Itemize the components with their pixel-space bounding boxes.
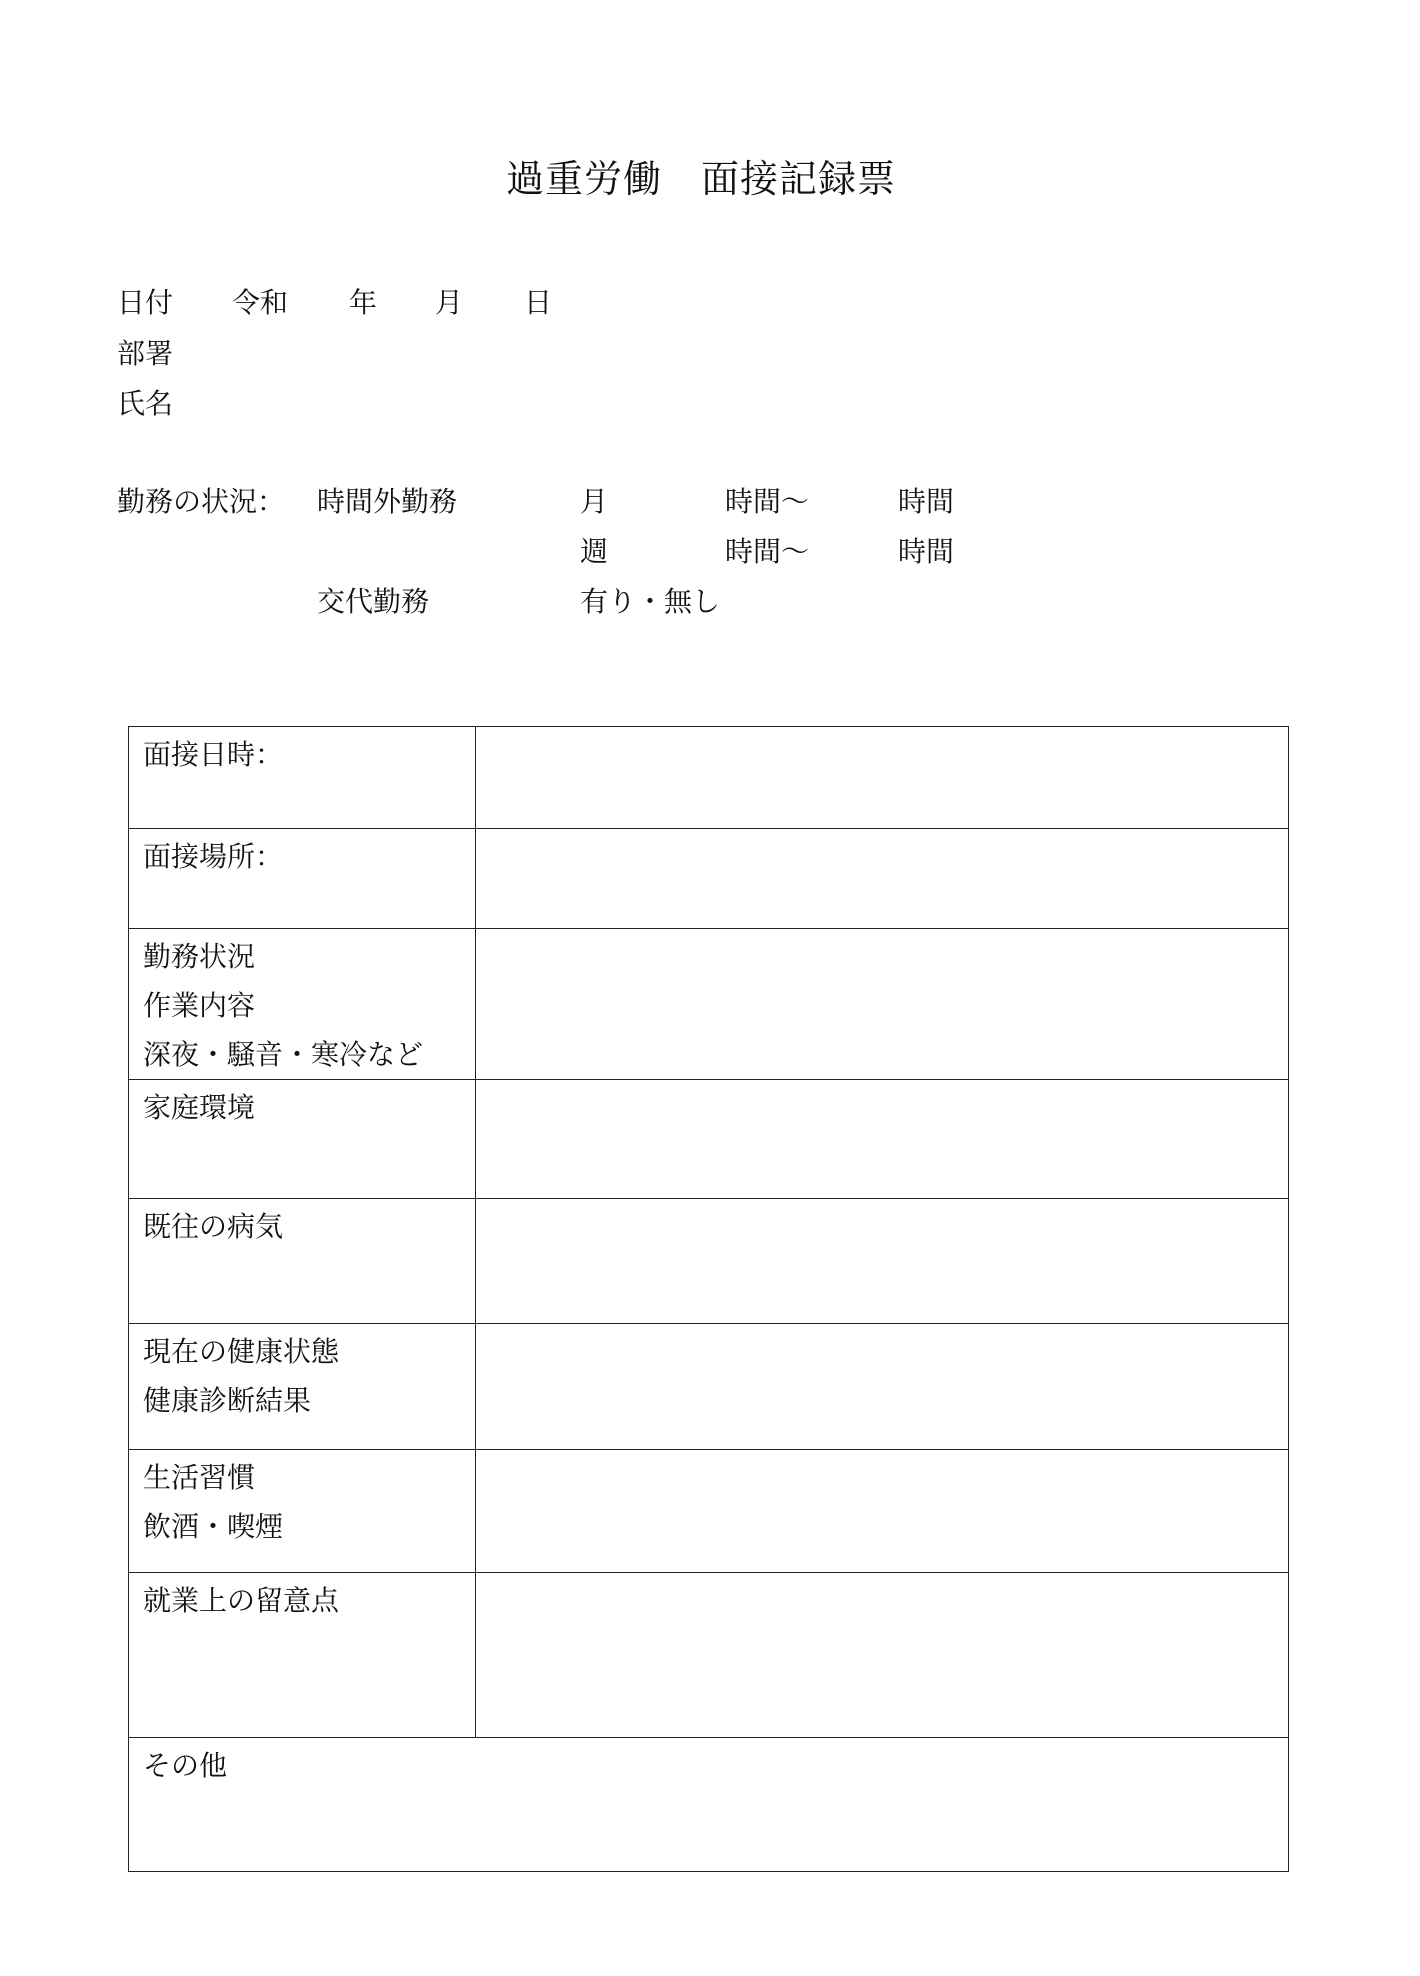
- work-status-label: 勤務の状況：: [117, 485, 286, 518]
- lifestyle-label-cell: [129, 1450, 476, 1573]
- day-unit: 日: [524, 286, 553, 319]
- work-content-label: 作業内容: [143, 989, 256, 1022]
- overtime-label: 時間外勤務: [317, 485, 458, 518]
- shift-work-label: 交代勤務: [317, 585, 430, 618]
- row-interview-place: [129, 829, 1289, 929]
- lifestyle-entry: [476, 1450, 1289, 1573]
- row-lifestyle: [129, 1450, 1289, 1573]
- work-conditions-entry: [476, 929, 1289, 1080]
- record-table: [128, 726, 1289, 1872]
- interview-place-label: 面接場所：: [143, 840, 284, 873]
- overtime-monthly-period: 月: [580, 485, 609, 518]
- shift-work-options: 有り・無し: [580, 585, 721, 618]
- work-conditions-label: 勤務状況: [143, 940, 256, 973]
- lifestyle-label: 生活習慣: [143, 1461, 256, 1494]
- department-label: 部署: [117, 337, 174, 370]
- document-title: 過重労働 面接記録票: [505, 157, 896, 201]
- overtime-weekly-period: 週: [580, 535, 609, 568]
- medical-history-label-cell: [129, 1199, 476, 1324]
- work-notes-entry: [476, 1573, 1289, 1738]
- other-cell: [129, 1738, 1289, 1872]
- overtime-weekly-to-unit: 時間: [898, 535, 955, 568]
- home-environment-label-cell: [129, 1080, 476, 1199]
- health-status-entry: [476, 1324, 1289, 1450]
- interview-place-entry: [476, 829, 1289, 929]
- overtime-monthly-from-unit: 時間〜: [725, 485, 810, 518]
- overtime-weekly-from-unit: 時間〜: [725, 535, 810, 568]
- drinking-smoking-label: 飲酒・喫煙: [143, 1510, 284, 1543]
- work-notes-label: 就業上の留意点: [143, 1584, 340, 1617]
- row-other: [129, 1738, 1289, 1872]
- medical-history-label: 既往の病気: [143, 1210, 284, 1243]
- era-label: 令和: [232, 286, 289, 319]
- interview-datetime-label: 面接日時：: [143, 738, 284, 771]
- interview-place-label-cell: [129, 829, 476, 929]
- medical-history-entry: [476, 1199, 1289, 1324]
- name-label: 氏名: [117, 387, 174, 420]
- row-work-conditions: [129, 929, 1289, 1080]
- interview-datetime-label-cell: [129, 727, 476, 829]
- health-status-label: 現在の健康状態: [143, 1335, 340, 1368]
- overtime-monthly-to-unit: 時間: [898, 485, 955, 518]
- work-conditions-label-cell: [129, 929, 476, 1080]
- work-environment-label: 深夜・騒音・寒冷など: [143, 1038, 424, 1071]
- health-status-label-cell: [129, 1324, 476, 1450]
- other-label: その他: [143, 1749, 228, 1782]
- row-home-environment: [129, 1080, 1289, 1199]
- row-medical-history: [129, 1199, 1289, 1324]
- row-health-status: [129, 1324, 1289, 1450]
- month-unit: 月: [435, 286, 464, 319]
- interview-datetime-entry: [476, 727, 1289, 829]
- health-checkup-label: 健康診断結果: [143, 1384, 312, 1417]
- row-work-notes: [129, 1573, 1289, 1738]
- home-environment-label: 家庭環境: [143, 1091, 256, 1124]
- date-label: 日付: [117, 286, 174, 319]
- row-interview-datetime: [129, 727, 1289, 829]
- work-notes-label-cell: [129, 1573, 476, 1738]
- year-unit: 年: [349, 286, 378, 319]
- home-environment-entry: [476, 1080, 1289, 1199]
